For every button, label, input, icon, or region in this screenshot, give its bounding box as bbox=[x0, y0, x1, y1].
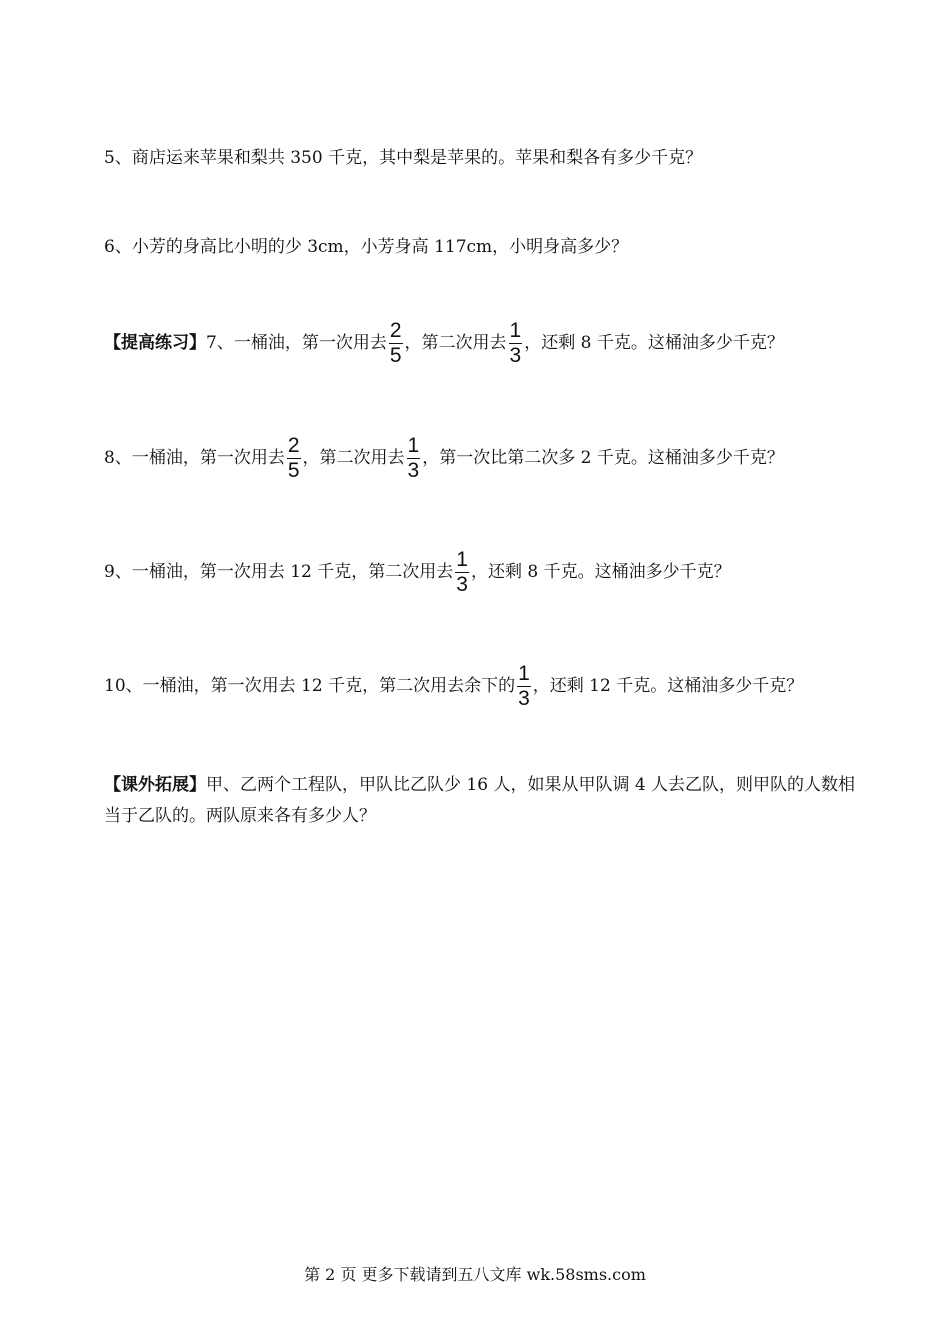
question-7-part-3: ，还剩 8 千克。这桶油多少千克？ bbox=[524, 333, 784, 353]
question-6 bbox=[104, 233, 628, 261]
question-8 bbox=[104, 435, 784, 482]
fraction-two-fifths bbox=[287, 435, 301, 482]
section-heading-advanced: 【提高练习】 bbox=[104, 333, 206, 353]
fraction-numerator: 2 bbox=[287, 434, 300, 457]
fraction-denominator: 3 bbox=[456, 573, 468, 596]
question-7 bbox=[104, 320, 784, 367]
fraction-denominator: 5 bbox=[389, 344, 402, 367]
fraction-numerator: 1 bbox=[456, 548, 468, 571]
fraction-denominator: 3 bbox=[518, 687, 530, 710]
question-9-part-1: 9、一桶油，第一次用去 12 千克，第二次用去 bbox=[104, 562, 454, 582]
extension-problem-text: 甲、乙两个工程队，甲队比乙队少 16 人，如果从甲队调 4 人去乙队，则甲队的人数相当于乙队的。两队原来各有多少人？ bbox=[104, 775, 856, 826]
question-5 bbox=[104, 144, 702, 172]
question-10 bbox=[104, 663, 803, 710]
fraction-one-third bbox=[517, 663, 531, 710]
page-footer: 第 2 页 更多下载请到五八文库 wk.58sms.com bbox=[304, 1265, 646, 1284]
fraction-one-third bbox=[509, 320, 523, 367]
fraction-denominator: 3 bbox=[509, 344, 522, 367]
question-8-part-2: ，第二次用去 bbox=[302, 448, 405, 468]
question-6-text: 6、小芳的身高比小明的少 3cm，小芳身高 117cm，小明身高多少？ bbox=[104, 237, 629, 257]
fraction-one-third bbox=[407, 435, 421, 482]
question-9 bbox=[104, 549, 731, 596]
fraction-two-fifths bbox=[389, 320, 403, 367]
fraction-numerator: 1 bbox=[407, 434, 420, 457]
question-7-part-1: 7、一桶油，第一次用去 bbox=[206, 333, 387, 353]
question-5-text: 5、商店运来苹果和梨共 350 千克，其中梨是苹果的。苹果和梨各有多少千克？ bbox=[104, 148, 703, 168]
fraction-denominator: 5 bbox=[287, 459, 300, 482]
question-10-part-1: 10、一桶油，第一次用去 12 千克，第二次用去余下的 bbox=[104, 676, 516, 696]
question-8-part-3: ，第一次比第二次多 2 千克。这桶油多少千克？ bbox=[422, 448, 784, 468]
question-7-part-2: ，第二次用去 bbox=[404, 333, 507, 353]
fraction-numerator: 1 bbox=[518, 662, 530, 685]
section-heading-extension: 【课外拓展】 bbox=[104, 775, 206, 795]
question-8-part-1: 8、一桶油，第一次用去 bbox=[104, 448, 285, 468]
fraction-numerator: 1 bbox=[509, 319, 522, 342]
fraction-denominator: 3 bbox=[407, 459, 420, 482]
extension-problem bbox=[104, 770, 856, 832]
question-10-part-2: ，还剩 12 千克。这桶油多少千克？ bbox=[532, 676, 804, 696]
question-9-part-2: ，还剩 8 千克。这桶油多少千克？ bbox=[470, 562, 731, 582]
fraction-numerator: 2 bbox=[389, 319, 402, 342]
fraction-one-third bbox=[455, 549, 469, 596]
